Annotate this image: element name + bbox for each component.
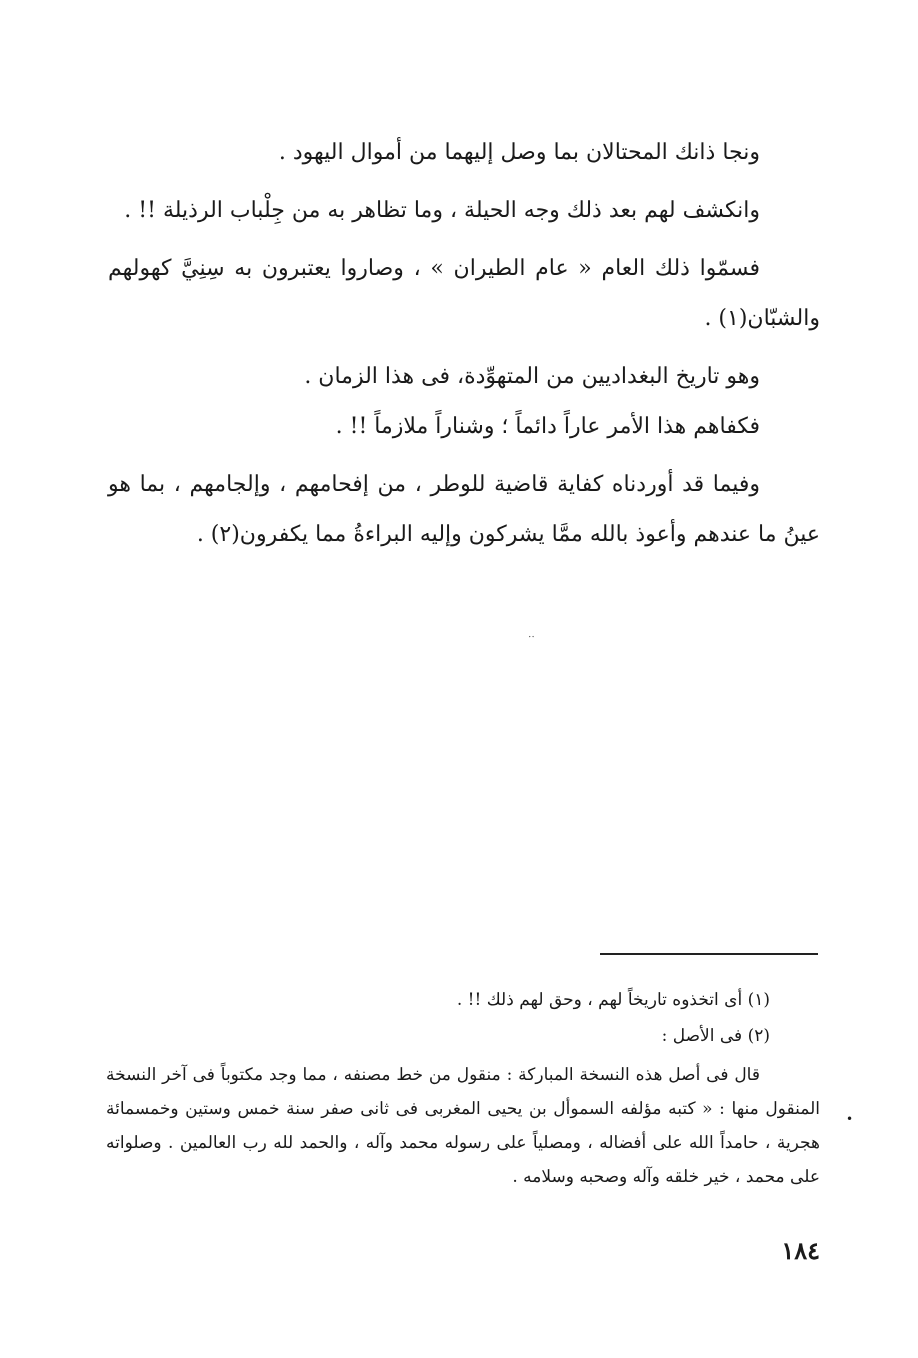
paragraph-2: وانكشف لهم بعد ذلك وجه الحيلة ، وما تظاهر به من جِلْباب الرذيلة !! . <box>124 198 760 223</box>
footnotes <box>106 982 820 1194</box>
stray-ink-mark: ⋅⋅ <box>528 632 535 643</box>
paragraph-5: فكفاهم هذا الأمر عاراً دائماً ؛ وشناراً ملازماً !! . <box>335 414 760 439</box>
margin-dot: • <box>846 1112 854 1126</box>
paragraph-4: وهو تاريخ البغداديين من المتهوِّدة، فى هذا الزمان . <box>304 364 760 389</box>
main-text <box>108 128 820 568</box>
paragraph-1: ونجا ذانك المحتالان بما وصل إليهما من أموال اليهود . <box>278 140 760 165</box>
paragraph-3: فسمّوا ذلك العام « عام الطيران » ، وصاروا يعتبرون به سِنِيَّ كهولهم والشبّان(١) . <box>108 256 820 331</box>
footnote-2-quote: قال فى أصل هذه النسخة المباركة : منقول من خط مصنفه ، مما وجد مكتوباً فى آخر النسخة المنقول منها : « كتبه مؤلفه السموأل بن يحيى المغربى فى ثانى صفر سنة خمس وستين وخمسمائة هجرية ، حامداً الله على أفضاله ، ومصلياً على رسوله محمد وآله ، والحمد لله رب العالمين . وصلواته على محمد ، خير خلقه وآله وصحبه وسلامه . <box>106 1065 820 1187</box>
paragraph-6: وفيما قد أوردناه كفاية قاضية للوطر ، من إفحامهم ، وإلجامهم ، بما هو عينُ ما عندهم وأعوذ بالله ممَّا يشركون وإليه البراءةُ مما يكفرون(٢) . <box>108 472 820 547</box>
page-number: ١٨٤ <box>781 1236 820 1265</box>
footnote-separator <box>600 953 818 955</box>
footnote-1: (١) أى اتخذوه تاريخاً لهم ، وحق لهم ذلك !! . <box>456 990 770 1010</box>
footnote-2: (٢) فى الأصل : <box>661 1026 770 1046</box>
